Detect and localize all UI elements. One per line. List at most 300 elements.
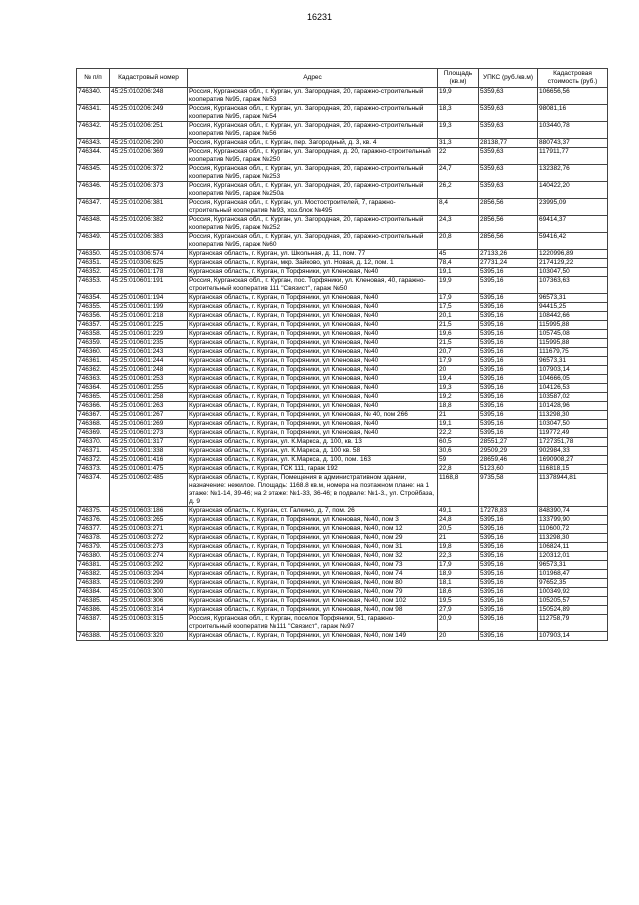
cadastral-cost-cell: 103587,02: [538, 393, 608, 402]
cadastral-number-cell: 45:25:010601:248: [110, 366, 188, 375]
table-row: [77, 606, 608, 615]
cadastral-cost-cell: 103047,50: [538, 268, 608, 277]
table-row: [77, 615, 608, 632]
cadastral-cost-cell: 104666,05: [538, 375, 608, 384]
cadastral-cost-cell: 1220996,89: [538, 250, 608, 259]
area-cell: 21,5: [438, 339, 479, 348]
area-cell: 17,9: [438, 294, 479, 303]
upks-cell: 5395,16: [479, 339, 538, 348]
row-number-cell: 746377.: [77, 525, 110, 534]
cadastral-number-cell: 45:25:010603:315: [110, 615, 188, 632]
row-number-cell: 746375.: [77, 507, 110, 516]
area-cell: 60,5: [438, 438, 479, 447]
cadastral-number-cell: 45:25:010603:274: [110, 552, 188, 561]
row-number-cell: 746383.: [77, 579, 110, 588]
address-cell: Курганская область, г. Курган, п Торфяники, ул Кленовая, №40: [188, 429, 438, 438]
area-cell: 18,8: [438, 402, 479, 411]
area-cell: 17,5: [438, 303, 479, 312]
upks-cell: 5395,16: [479, 534, 538, 543]
upks-cell: 5359,63: [479, 148, 538, 165]
cadastral-number-cell: 45:25:010206:248: [110, 88, 188, 105]
upks-cell: 28551,27: [479, 438, 538, 447]
address-cell: Курганская область, г. Курган, п Торфяники, ул Кленовая, №40: [188, 393, 438, 402]
upks-cell: 5395,16: [479, 429, 538, 438]
table-row: [77, 312, 608, 321]
area-cell: 24,8: [438, 516, 479, 525]
cadastral-cost-cell: 108442,66: [538, 312, 608, 321]
cadastral-number-cell: 45:25:010601:199: [110, 303, 188, 312]
row-number-cell: 746344.: [77, 148, 110, 165]
area-cell: 24,7: [438, 165, 479, 182]
upks-cell: 2856,56: [479, 233, 538, 250]
upks-cell: 5395,16: [479, 597, 538, 606]
cadastral-cost-cell: 59416,42: [538, 233, 608, 250]
row-number-cell: 746355.: [77, 303, 110, 312]
cadastral-cost-cell: 116818,15: [538, 465, 608, 474]
upks-cell: 5395,16: [479, 570, 538, 579]
table-row: [77, 534, 608, 543]
row-number-cell: 746384.: [77, 588, 110, 597]
cadastral-number-cell: 45:25:010601:416: [110, 456, 188, 465]
table-row: [77, 303, 608, 312]
cadastral-number-cell: 45:25:010601:258: [110, 393, 188, 402]
upks-cell: 2856,56: [479, 199, 538, 216]
area-cell: 19,9: [438, 88, 479, 105]
table-row: [77, 366, 608, 375]
address-cell: Курганская область, г. Курган, п Торфяники, ул Кленовая, №40: [188, 330, 438, 339]
area-cell: 18,9: [438, 570, 479, 579]
cadastral-number-cell: 45:25:010306:625: [110, 259, 188, 268]
cadastral-number-cell: 45:25:010601:273: [110, 429, 188, 438]
address-cell: Курганская область, г. Курган, п Торфяники, ул Кленовая, №40: [188, 366, 438, 375]
area-cell: 20,9: [438, 615, 479, 632]
cadastral-number-cell: 45:25:010603:292: [110, 561, 188, 570]
upks-cell: 5395,16: [479, 366, 538, 375]
row-number-cell: 746382.: [77, 570, 110, 579]
table-row: [77, 420, 608, 429]
area-cell: 17,9: [438, 561, 479, 570]
area-cell: 8,4: [438, 199, 479, 216]
upks-cell: 5395,16: [479, 516, 538, 525]
upks-cell: 5395,16: [479, 606, 538, 615]
address-cell: Курганская область, г. Курган, п Торфяники, ул Кленовая, №40: [188, 321, 438, 330]
cadastral-cost-cell: 96573,31: [538, 294, 608, 303]
cadastral-number-cell: 45:25:010603:186: [110, 507, 188, 516]
address-cell: Курганская область, г. Курган, п Торфяники, ул Кленовая, № 40, пом 266: [188, 411, 438, 420]
address-cell: Россия, Курганская обл., г. Курган, ул. Мостостроителей, 7, гаражно-строительный кооператив №93, хоз.блок №495: [188, 199, 438, 216]
address-cell: Курганская область, г. Курган, ГСК 111, гараж 192: [188, 465, 438, 474]
table-row: [77, 552, 608, 561]
address-cell: Курганская область, г. Курган, п Торфяники, ул Кленовая, №40, пом 3: [188, 516, 438, 525]
row-number-cell: 746362.: [77, 366, 110, 375]
area-cell: 20: [438, 632, 479, 641]
address-cell: Курганская область, г. Курган, мкр. Зайково, ул. Новая, д. 12, пом. 1: [188, 259, 438, 268]
upks-cell: 5395,16: [479, 303, 538, 312]
upks-cell: 5359,63: [479, 105, 538, 122]
row-number-cell: 746345.: [77, 165, 110, 182]
cadastral-number-cell: 45:25:010206:381: [110, 199, 188, 216]
row-number-cell: 746346.: [77, 182, 110, 199]
area-cell: 24,3: [438, 216, 479, 233]
cadastral-registry-table: [76, 68, 608, 641]
row-number-cell: 746361.: [77, 357, 110, 366]
cadastral-number-cell: 45:25:010206:249: [110, 105, 188, 122]
row-number-cell: 746388.: [77, 632, 110, 641]
cadastral-cost-cell: 132382,76: [538, 165, 608, 182]
cadastral-cost-cell: 107363,63: [538, 277, 608, 294]
upks-cell: 5395,16: [479, 525, 538, 534]
row-number-cell: 746369.: [77, 429, 110, 438]
table-row: [77, 357, 608, 366]
cadastral-cost-cell: 105205,57: [538, 597, 608, 606]
cadastral-cost-cell: 23995,09: [538, 199, 608, 216]
row-number-cell: 746363.: [77, 375, 110, 384]
cadastral-cost-cell: 94415,25: [538, 303, 608, 312]
row-number-cell: 746385.: [77, 597, 110, 606]
cadastral-number-cell: 45:25:010206:372: [110, 165, 188, 182]
area-cell: 30,6: [438, 447, 479, 456]
upks-cell: 5395,16: [479, 294, 538, 303]
header-address: Адрес: [188, 69, 438, 88]
area-cell: 18,6: [438, 588, 479, 597]
area-cell: 19,1: [438, 268, 479, 277]
table-row: [77, 438, 608, 447]
cadastral-number-cell: 45:25:010601:244: [110, 357, 188, 366]
table-row: [77, 268, 608, 277]
upks-cell: 5395,16: [479, 420, 538, 429]
row-number-cell: 746356.: [77, 312, 110, 321]
area-cell: 78,4: [438, 259, 479, 268]
row-number-cell: 746368.: [77, 420, 110, 429]
table-row: [77, 411, 608, 420]
table-row: [77, 122, 608, 139]
row-number-cell: 746364.: [77, 384, 110, 393]
address-cell: Россия, Курганская обл., г. Курган, пос. Торфяники, ул. Кленовая, 40, гаражно-строительный кооператив 111 "Связист", гараж №50: [188, 277, 438, 294]
cadastral-cost-cell: 113298,30: [538, 411, 608, 420]
area-cell: 22,3: [438, 552, 479, 561]
cadastral-number-cell: 45:25:010603:294: [110, 570, 188, 579]
upks-cell: 5395,16: [479, 615, 538, 632]
address-cell: Курганская область, г. Курган, п Торфяники, ул Кленовая, №40: [188, 268, 438, 277]
address-cell: Россия, Курганская обл., г. Курган, ул. Загородная, 20, гаражно-строительный кооператив №95, гараж №53: [188, 88, 438, 105]
table-row: [77, 182, 608, 199]
upks-cell: 2856,56: [479, 216, 538, 233]
cadastral-cost-cell: 119772,49: [538, 429, 608, 438]
cadastral-cost-cell: 106824,11: [538, 543, 608, 552]
cadastral-number-cell: 45:25:010601:218: [110, 312, 188, 321]
address-cell: Курганская область, г. Курган, п Торфяники, ул Кленовая, №40, пом 32: [188, 552, 438, 561]
header-area: Площадь (кв.м): [438, 69, 479, 88]
cadastral-cost-cell: 96573,31: [538, 561, 608, 570]
cadastral-number-cell: 45:25:010603:300: [110, 588, 188, 597]
cadastral-number-cell: 45:25:010601:475: [110, 465, 188, 474]
row-number-cell: 746367.: [77, 411, 110, 420]
cadastral-number-cell: 45:25:010603:314: [110, 606, 188, 615]
address-cell: Россия, Курганская обл., г. Курган, ул. Загородная, 20, гаражно-строительный кооператив №95, гараж №250а: [188, 182, 438, 199]
cadastral-cost-cell: 96573,31: [538, 357, 608, 366]
row-number-cell: 746366.: [77, 402, 110, 411]
table-row: [77, 570, 608, 579]
cadastral-cost-cell: 69414,37: [538, 216, 608, 233]
address-cell: Курганская область, г. Курган, п Торфяники, ул Кленовая, №40, пом 12: [188, 525, 438, 534]
cadastral-number-cell: 45:25:010603:306: [110, 597, 188, 606]
area-cell: 27,9: [438, 606, 479, 615]
upks-cell: 27133,26: [479, 250, 538, 259]
header-cadastral-number: Кадастровый номер: [110, 69, 188, 88]
address-cell: Россия, Курганская обл., г. Курган, ул. Загородная, 20, гаражно-строительный кооператив №95, гараж №54: [188, 105, 438, 122]
area-cell: 59: [438, 456, 479, 465]
cadastral-number-cell: 45:25:010206:369: [110, 148, 188, 165]
area-cell: 22,2: [438, 429, 479, 438]
table-row: [77, 277, 608, 294]
address-cell: Курганская область, г. Курган, п Торфяники, ул Кленовая, №40: [188, 420, 438, 429]
upks-cell: 5359,63: [479, 122, 538, 139]
cadastral-number-cell: 45:25:010206:382: [110, 216, 188, 233]
cadastral-number-cell: 45:25:010601:255: [110, 384, 188, 393]
upks-cell: 5395,16: [479, 402, 538, 411]
cadastral-cost-cell: 113298,30: [538, 534, 608, 543]
cadastral-cost-cell: 133799,90: [538, 516, 608, 525]
area-cell: 19,4: [438, 375, 479, 384]
cadastral-cost-cell: 110600,72: [538, 525, 608, 534]
area-cell: 20,5: [438, 525, 479, 534]
cadastral-cost-cell: 105745,08: [538, 330, 608, 339]
table-row: [77, 393, 608, 402]
cadastral-number-cell: 45:25:010206:373: [110, 182, 188, 199]
address-cell: Курганская область, г. Курган, п Торфяники, ул Кленовая, №40, пом 149: [188, 632, 438, 641]
cadastral-number-cell: 45:25:010601:229: [110, 330, 188, 339]
table-row: [77, 348, 608, 357]
row-number-cell: 746342.: [77, 122, 110, 139]
table-row: [77, 456, 608, 465]
address-cell: Россия, Курганская обл., г. Курган, ул. Загородная, д. 20, гаражно-строительный кооператив №95, гараж №250: [188, 148, 438, 165]
cadastral-number-cell: 45:25:010601:243: [110, 348, 188, 357]
area-cell: 17,9: [438, 357, 479, 366]
row-number-cell: 746360.: [77, 348, 110, 357]
address-cell: Курганская область, г. Курган, ул. К.Маркса, д. 100, кв. 13: [188, 438, 438, 447]
row-number-cell: 746341.: [77, 105, 110, 122]
table-row: [77, 259, 608, 268]
cadastral-number-cell: 45:25:010601:225: [110, 321, 188, 330]
page-number: 16231: [306, 12, 333, 22]
row-number-cell: 746347.: [77, 199, 110, 216]
cadastral-number-cell: 45:25:010601:235: [110, 339, 188, 348]
cadastral-number-cell: 45:25:010601:263: [110, 402, 188, 411]
table-row: [77, 507, 608, 516]
upks-cell: 5395,16: [479, 588, 538, 597]
cadastral-number-cell: 45:25:010603:320: [110, 632, 188, 641]
table-body: [77, 88, 608, 641]
table-row: [77, 597, 608, 606]
area-cell: 26,2: [438, 182, 479, 199]
table-header-row: [77, 69, 608, 88]
upks-cell: 9735,58: [479, 474, 538, 507]
upks-cell: 5395,16: [479, 330, 538, 339]
row-number-cell: 746370.: [77, 438, 110, 447]
cadastral-number-cell: 45:25:010601:253: [110, 375, 188, 384]
upks-cell: 28138,77: [479, 139, 538, 148]
upks-cell: 5395,16: [479, 561, 538, 570]
area-cell: 19,5: [438, 597, 479, 606]
upks-cell: 28659,46: [479, 456, 538, 465]
cadastral-cost-cell: 112758,79: [538, 615, 608, 632]
area-cell: 19,1: [438, 420, 479, 429]
cadastral-cost-cell: 120312,01: [538, 552, 608, 561]
table-row: [77, 465, 608, 474]
header-num: № п/п: [77, 69, 110, 88]
address-cell: Курганская область, г. Курган, Помещения в административном здании, назначение: нежилое. Площадь: 1168.8 кв.м, номера на поэтажном плане: на 1 этаже: №1-14, 39-46; на 2 этаже: №1-33, 36-46; в подвале: №1-3., ул. Стройбаза, д. 9: [188, 474, 438, 507]
address-cell: Курганская область, г. Курган, ст. Галкино, д. 7, пом. 26: [188, 507, 438, 516]
area-cell: 19,2: [438, 393, 479, 402]
upks-cell: 5395,16: [479, 348, 538, 357]
cadastral-number-cell: 45:25:010601:194: [110, 294, 188, 303]
cadastral-number-cell: 45:25:010206:251: [110, 122, 188, 139]
cadastral-number-cell: 45:25:010603:273: [110, 543, 188, 552]
table-row: [77, 561, 608, 570]
area-cell: 18,3: [438, 105, 479, 122]
upks-cell: 27731,24: [479, 259, 538, 268]
cadastral-cost-cell: 98081,16: [538, 105, 608, 122]
cadastral-cost-cell: 103047,50: [538, 420, 608, 429]
upks-cell: 5395,16: [479, 375, 538, 384]
row-number-cell: 746354.: [77, 294, 110, 303]
table-row: [77, 88, 608, 105]
upks-cell: 5395,16: [479, 384, 538, 393]
table-row: [77, 429, 608, 438]
address-cell: Курганская область, г. Курган, п Торфяники, ул Кленовая, №40: [188, 357, 438, 366]
cadastral-cost-cell: 2174129,22: [538, 259, 608, 268]
cadastral-cost-cell: 101428,96: [538, 402, 608, 411]
table-row: [77, 216, 608, 233]
cadastral-cost-cell: 97652,35: [538, 579, 608, 588]
table-row: [77, 330, 608, 339]
area-cell: 20: [438, 366, 479, 375]
cadastral-cost-cell: 115995,88: [538, 321, 608, 330]
area-cell: 21,5: [438, 321, 479, 330]
cadastral-cost-cell: 117911,77: [538, 148, 608, 165]
table-row: [77, 474, 608, 507]
address-cell: Курганская область, г. Курган, п Торфяники, ул Кленовая, №40, пом 98: [188, 606, 438, 615]
upks-cell: 5359,63: [479, 165, 538, 182]
table-row: [77, 375, 608, 384]
upks-cell: 5395,16: [479, 552, 538, 561]
row-number-cell: 746352.: [77, 268, 110, 277]
address-cell: Курганская область, г. Курган, п Торфяники, ул Кленовая, №40: [188, 384, 438, 393]
row-number-cell: 746343.: [77, 139, 110, 148]
table-row: [77, 402, 608, 411]
row-number-cell: 746348.: [77, 216, 110, 233]
cadastral-cost-cell: 115995,88: [538, 339, 608, 348]
cadastral-cost-cell: 111679,75: [538, 348, 608, 357]
cadastral-number-cell: 45:25:010206:383: [110, 233, 188, 250]
cadastral-cost-cell: 107903,14: [538, 366, 608, 375]
row-number-cell: 746357.: [77, 321, 110, 330]
cadastral-cost-cell: 880743,37: [538, 139, 608, 148]
table-row: [77, 321, 608, 330]
area-cell: 21: [438, 534, 479, 543]
upks-cell: 5359,63: [479, 88, 538, 105]
table-row: [77, 525, 608, 534]
upks-cell: 5395,16: [479, 543, 538, 552]
address-cell: Россия, Курганская обл., г. Курган, ул. Загородная, 20, гаражно-строительный кооператив №95, гараж №56: [188, 122, 438, 139]
cadastral-cost-cell: 101968,47: [538, 570, 608, 579]
row-number-cell: 746386.: [77, 606, 110, 615]
cadastral-number-cell: 45:25:010601:191: [110, 277, 188, 294]
table-row: [77, 339, 608, 348]
table-row: [77, 148, 608, 165]
header-upks: УПКС (руб./кв.м): [479, 69, 538, 88]
table-row: [77, 199, 608, 216]
upks-cell: 5395,16: [479, 579, 538, 588]
row-number-cell: 746376.: [77, 516, 110, 525]
address-cell: Курганская область, г. Курган, п Торфяники, ул Кленовая, №40, пом 31: [188, 543, 438, 552]
table-row: [77, 579, 608, 588]
area-cell: 18,1: [438, 579, 479, 588]
area-cell: 22: [438, 148, 479, 165]
cadastral-number-cell: 45:25:010601:338: [110, 447, 188, 456]
upks-cell: 5395,16: [479, 632, 538, 641]
address-cell: Россия, Курганская обл., г. Курган, поселок Торфяники, 51, гаражно-строительный кооператив №111 "Связист", гараж №97: [188, 615, 438, 632]
cadastral-cost-cell: 848390,74: [538, 507, 608, 516]
address-cell: Курганская область, г. Курган, п Торфяники, ул Кленовая, №40, пом 29: [188, 534, 438, 543]
row-number-cell: 746380.: [77, 552, 110, 561]
row-number-cell: 746349.: [77, 233, 110, 250]
table-row: [77, 165, 608, 182]
table-row: [77, 543, 608, 552]
cadastral-cost-cell: 150524,89: [538, 606, 608, 615]
cadastral-number-cell: 45:25:010601:317: [110, 438, 188, 447]
cadastral-number-cell: 45:25:010602:485: [110, 474, 188, 507]
address-cell: Курганская область, г. Курган, п Торфяники, ул Кленовая, №40: [188, 339, 438, 348]
cadastral-cost-cell: 1690908,27: [538, 456, 608, 465]
address-cell: Курганская область, г. Курган, п Торфяники, ул Кленовая, №40: [188, 303, 438, 312]
cadastral-cost-cell: 140422,20: [538, 182, 608, 199]
upks-cell: 5395,16: [479, 312, 538, 321]
address-cell: Курганская область, г. Курган, п Торфяники, ул Кленовая, №40: [188, 375, 438, 384]
table-row: [77, 250, 608, 259]
area-cell: 45: [438, 250, 479, 259]
cadastral-cost-cell: 902984,33: [538, 447, 608, 456]
table-row: [77, 632, 608, 641]
address-cell: Россия, Курганская обл., г. Курган, ул. Загородная, 20, гаражно-строительный кооператив №95, гараж №253: [188, 165, 438, 182]
row-number-cell: 746365.: [77, 393, 110, 402]
cadastral-number-cell: 45:25:010603:271: [110, 525, 188, 534]
area-cell: 20,7: [438, 348, 479, 357]
area-cell: 19,3: [438, 384, 479, 393]
table-row: [77, 105, 608, 122]
row-number-cell: 746350.: [77, 250, 110, 259]
cadastral-cost-cell: 107903,14: [538, 632, 608, 641]
address-cell: Курганская область, г. Курган, п Торфяники, ул Кленовая, №40: [188, 402, 438, 411]
cadastral-number-cell: 45:25:010603:272: [110, 534, 188, 543]
area-cell: 20,1: [438, 312, 479, 321]
row-number-cell: 746387.: [77, 615, 110, 632]
address-cell: Курганская область, г. Курган, п Торфяники, ул Кленовая, №40, пом 79: [188, 588, 438, 597]
upks-cell: 5395,16: [479, 357, 538, 366]
address-cell: Курганская область, г. Курган, ул. К.Маркса, д. 100, пом. 163: [188, 456, 438, 465]
row-number-cell: 746340.: [77, 88, 110, 105]
cadastral-number-cell: 45:25:010601:267: [110, 411, 188, 420]
upks-cell: 5395,16: [479, 411, 538, 420]
cadastral-number-cell: 45:25:010601:178: [110, 268, 188, 277]
upks-cell: 5395,16: [479, 321, 538, 330]
cadastral-number-cell: 45:25:010206:290: [110, 139, 188, 148]
address-cell: Курганская область, г. Курган, ул. Школьная, д. 11, пом. 77: [188, 250, 438, 259]
address-cell: Россия, Курганская обл., г. Курган, ул. Загородная, 20, гаражно-строительный кооператив №95, гараж №252: [188, 216, 438, 233]
upks-cell: 5359,63: [479, 182, 538, 199]
row-number-cell: 746378.: [77, 534, 110, 543]
address-cell: Россия, Курганская обл., г. Курган, пер. Загородный, д. 3, кв. 4: [188, 139, 438, 148]
